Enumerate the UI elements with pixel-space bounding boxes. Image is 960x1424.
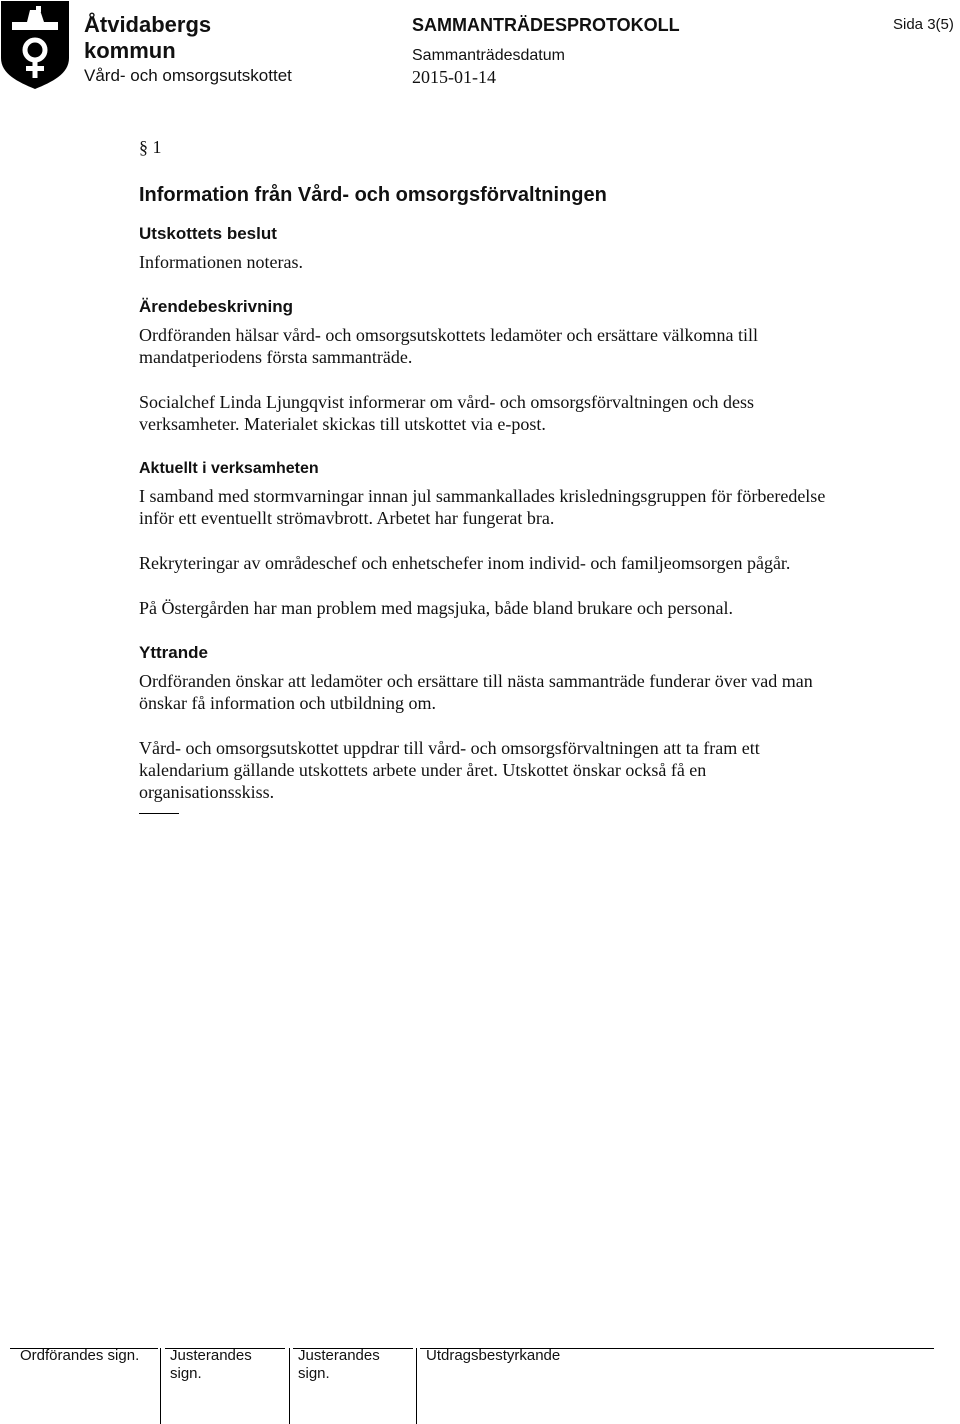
adjuster-signature-label: Justerandes sign. — [170, 1347, 252, 1382]
current-heading: Aktuellt i verksamheten — [139, 460, 319, 477]
chair-signature-label: Ordförandes sign. — [20, 1347, 140, 1364]
paragraph-number: § 1 — [139, 137, 162, 157]
document-type: SAMMANTRÄDESPROTOKOLL — [412, 15, 680, 35]
meeting-date-label: Sammanträdesdatum — [412, 47, 565, 64]
description-paragraph: Socialchef Linda Ljungqvist informerar om vård- och omsorgsförvaltningen och dess verksamheter. Materialet skickas till utskottet via e-post. — [139, 392, 755, 434]
minutes-section — [139, 137, 839, 814]
statement-paragraph: Vård- och omsorgsutskottet uppdrar till vård- och omsorgsförvaltningen att ta fram ett kalendarium gällande utskottets arbete under året. Utskottet önskar också få en organisationsskiss. — [139, 738, 760, 802]
statement-heading: Yttrande — [139, 643, 208, 662]
decision-heading: Utskottets beslut — [139, 224, 277, 243]
page-number: Sida 3(5) — [893, 16, 954, 33]
statement-paragraph: Ordföranden önskar att ledamöter och ersättare till nästa sammanträde funderar över vad man önskar få information och utbildning om. — [139, 671, 813, 713]
adjuster-signature-label: Justerandes sign. — [298, 1347, 380, 1382]
org-name — [84, 12, 211, 64]
description-paragraph: Ordföranden hälsar vård- och omsorgsutskottets ledamöter och ersättare välkomna till mandatperiodens första sammanträde. — [139, 325, 758, 367]
municipality-coat-of-arms-icon — [0, 0, 70, 90]
signature-divider — [289, 1348, 290, 1424]
org-name-line2: kommun — [84, 38, 176, 63]
current-paragraph: I samband med stormvarningar innan jul sammankallades krisledningsgruppen för förberedelse inför ett eventuellt strömavbrott. Arbetet har fungerat bra. — [139, 486, 826, 528]
description-heading: Ärendebeskrivning — [139, 297, 293, 316]
org-name-line1: Åtvidabergs — [84, 12, 212, 37]
excerpt-certifier-label: Utdragsbestyrkande — [426, 1347, 561, 1364]
committee-name: Vård- och omsorgsutskottet — [84, 66, 292, 85]
section-title: Information från Vård- och omsorgsförvaltningen — [139, 184, 607, 206]
current-paragraph: Rekryteringar av områdeschef och enhetschefer inom individ- och familjeomsorgen pågår. — [139, 553, 791, 573]
decision-text: Informationen noteras. — [139, 252, 303, 272]
current-paragraph: På Östergården har man problem med magsjuka, både bland brukare och personal. — [139, 598, 733, 618]
meeting-date-value: 2015-01-14 — [412, 67, 496, 87]
section-end-rule — [139, 813, 179, 814]
signature-divider — [416, 1348, 417, 1424]
signature-divider — [160, 1348, 161, 1424]
signature-footer — [0, 1342, 960, 1424]
